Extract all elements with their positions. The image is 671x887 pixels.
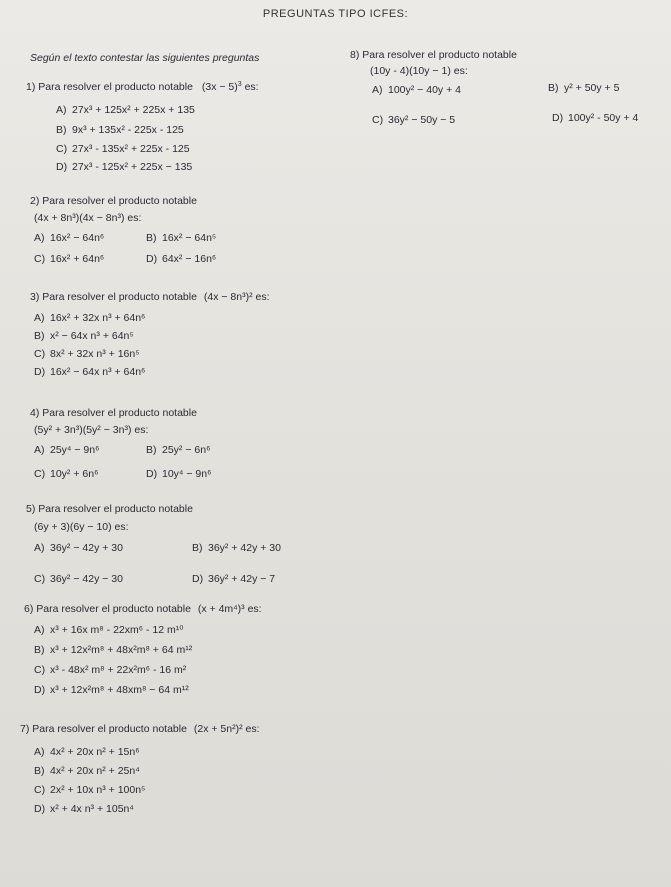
option-text: 2x² + 10x n³ + 100n⁵	[50, 784, 146, 796]
option-label: C)	[56, 143, 68, 155]
question-2-option-c[interactable]	[34, 253, 104, 265]
option-label: C)	[34, 573, 46, 585]
option-text: x² − 64x n³ + 64n⁵	[50, 330, 134, 342]
option-text: 36y² − 50y − 5	[388, 114, 456, 126]
question-3-option-d[interactable]	[34, 366, 145, 378]
option-label: D)	[146, 468, 158, 480]
option-text: 36y² + 42y + 30	[208, 542, 281, 554]
question-8-option-a[interactable]	[372, 84, 461, 96]
option-label: B)	[146, 232, 157, 244]
question-7-option-a[interactable]	[34, 746, 140, 758]
option-text: 25y⁴ − 9n⁶	[50, 444, 100, 456]
option-text: 27x³ + 125x² + 225x + 135	[72, 104, 195, 116]
option-label: D)	[34, 684, 46, 696]
question-4-expr: (5y² + 3n³)(5y² − 3n³) es:	[34, 424, 149, 436]
option-text: x³ + 16x m⁸ - 22xm⁶ - 12 m¹⁰	[50, 624, 184, 636]
option-label: A)	[34, 312, 45, 324]
option-text: 4x² + 20x n² + 25n⁴	[50, 765, 140, 777]
option-text: 16x² + 64n⁶	[50, 253, 105, 265]
option-text: x³ - 48x² m⁸ + 22x²m⁶ - 16 m²	[50, 664, 187, 676]
question-7-option-b[interactable]	[34, 765, 140, 777]
option-label: D)	[56, 161, 68, 173]
question-4-option-d[interactable]	[146, 468, 211, 480]
option-label: B)	[34, 765, 45, 777]
option-label: B)	[34, 644, 45, 656]
option-text: 27x³ - 135x² + 225x - 125	[72, 143, 190, 155]
question-1-stem	[26, 82, 259, 93]
question-6-expr: (x + 4m⁴)³ es:	[197, 603, 262, 615]
option-text: 16x² − 64n⁵	[162, 232, 217, 244]
option-label: D)	[192, 573, 204, 585]
option-label: C)	[34, 784, 46, 796]
option-label: C)	[34, 664, 46, 676]
page-title: PREGUNTAS TIPO ICFES:	[262, 8, 409, 20]
option-label: A)	[34, 232, 45, 244]
option-label: A)	[34, 746, 45, 758]
question-3-text: 3) Para resolver el producto notable	[30, 291, 197, 303]
question-2-option-a[interactable]	[34, 232, 104, 244]
option-label: D)	[552, 112, 564, 124]
option-label: D)	[34, 803, 46, 815]
option-label: A)	[56, 104, 67, 116]
question-4-option-b[interactable]	[146, 444, 210, 456]
question-2-expr: (4x + 8n³)(4x − 8n³) es:	[34, 212, 142, 224]
option-label: B)	[34, 330, 45, 342]
question-5-option-d[interactable]	[192, 573, 275, 585]
question-8-stem	[350, 50, 517, 61]
question-1-option-d[interactable]	[56, 161, 192, 173]
option-text: 9x³ + 135x² - 225x - 125	[72, 124, 184, 136]
option-label: A)	[372, 84, 383, 96]
option-label: C)	[34, 348, 46, 360]
option-text: 27x³ - 125x² + 225x − 135	[72, 161, 193, 173]
option-text: 4x² + 20x n² + 15n⁶	[50, 746, 140, 758]
question-5-expr: (6y + 3)(6y − 10) es:	[34, 521, 129, 533]
option-text: 100y² − 40y + 4	[388, 84, 461, 96]
question-2-stem: 2) Para resolver el producto notable	[30, 195, 197, 207]
question-3-expr: (4x − 8n³)² es:	[203, 291, 270, 303]
question-1-tail: es:	[241, 81, 259, 93]
question-7-stem	[20, 724, 260, 735]
question-6-option-a[interactable]	[34, 624, 183, 636]
option-text: 10y⁴ − 9n⁶	[162, 468, 212, 480]
question-5-option-c[interactable]	[34, 573, 123, 585]
option-label: D)	[146, 253, 158, 265]
option-text: 8x² + 32x n³ + 16n⁵	[50, 348, 140, 360]
question-7-option-d[interactable]	[34, 803, 134, 815]
option-text: 36y² − 42y + 30	[50, 542, 123, 554]
question-5-option-b[interactable]	[192, 542, 281, 554]
option-text: 64x² − 16n⁶	[162, 253, 217, 265]
question-8-option-d[interactable]	[552, 112, 638, 124]
intro-text: Según el texto contestar las siguientes preguntas	[30, 52, 260, 64]
option-label: B)	[146, 444, 157, 456]
question-6-text: 6) Para resolver el producto notable	[24, 603, 191, 615]
question-3-option-a[interactable]	[34, 312, 145, 324]
question-6-stem	[24, 604, 262, 615]
question-1-option-b[interactable]	[56, 124, 184, 136]
question-1-option-c[interactable]	[56, 143, 190, 155]
question-4-option-c[interactable]	[34, 468, 98, 480]
question-4-stem: 4) Para resolver el producto notable	[30, 407, 197, 419]
option-text: 16x² − 64n⁶	[50, 232, 105, 244]
question-8-expr: (10y - 4)(10y − 1) es:	[370, 65, 468, 77]
option-text: 36y² + 42y − 7	[208, 573, 276, 585]
option-label: A)	[34, 444, 45, 456]
question-2-option-d[interactable]	[146, 253, 216, 265]
question-3-option-c[interactable]	[34, 348, 140, 360]
question-5-option-a[interactable]	[34, 542, 123, 554]
question-6-option-b[interactable]	[34, 644, 192, 656]
option-label: B)	[56, 124, 67, 136]
question-7-expr: (2x + 5n²)² es:	[193, 723, 260, 735]
option-label: A)	[34, 542, 45, 554]
question-5-stem: 5) Para resolver el producto notable	[26, 503, 193, 515]
question-1-exp: 3	[237, 81, 242, 88]
option-label: C)	[34, 253, 46, 265]
question-2-option-b[interactable]	[146, 232, 216, 244]
option-text: x² + 4x n³ + 105n⁴	[50, 803, 134, 815]
question-4-option-a[interactable]	[34, 444, 99, 456]
option-label: B)	[548, 82, 559, 94]
option-text: x³ + 12x²m⁸ + 48xm⁸ − 64 m¹²	[50, 684, 189, 696]
option-text: 16x² + 32x n³ + 64n⁶	[50, 312, 146, 324]
question-7-option-c[interactable]	[34, 784, 145, 796]
question-6-option-d[interactable]	[34, 684, 189, 696]
option-label: C)	[34, 468, 46, 480]
question-7-text: 7) Para resolver el producto notable	[20, 723, 187, 735]
option-text: y² + 50y + 5	[564, 82, 620, 94]
option-label: D)	[34, 366, 46, 378]
option-text: 10y² + 6n⁶	[50, 468, 99, 480]
question-1-expr: (3x − 5)	[201, 81, 238, 93]
option-text: 25y² − 6n⁶	[162, 444, 211, 456]
option-label: B)	[192, 542, 203, 554]
question-1-text: 1) Para resolver el producto notable	[26, 81, 193, 93]
question-8-option-c[interactable]	[372, 114, 455, 126]
option-text: 100y² - 50y + 4	[568, 112, 639, 124]
question-3-stem	[30, 292, 270, 303]
option-label: A)	[34, 624, 45, 636]
option-text: x³ + 12x²m⁸ + 48x²m⁸ + 64 m¹²	[50, 644, 193, 656]
question-6-option-c[interactable]	[34, 664, 186, 676]
option-text: 16x² − 64x n³ + 64n⁶	[50, 366, 146, 378]
option-label: C)	[372, 114, 384, 126]
question-8-text: 8) Para resolver el producto notable	[350, 49, 517, 61]
question-8-option-b[interactable]	[548, 82, 619, 94]
question-1-option-a[interactable]	[56, 104, 195, 116]
question-3-option-b[interactable]	[34, 330, 134, 342]
option-text: 36y² − 42y − 30	[50, 573, 123, 585]
